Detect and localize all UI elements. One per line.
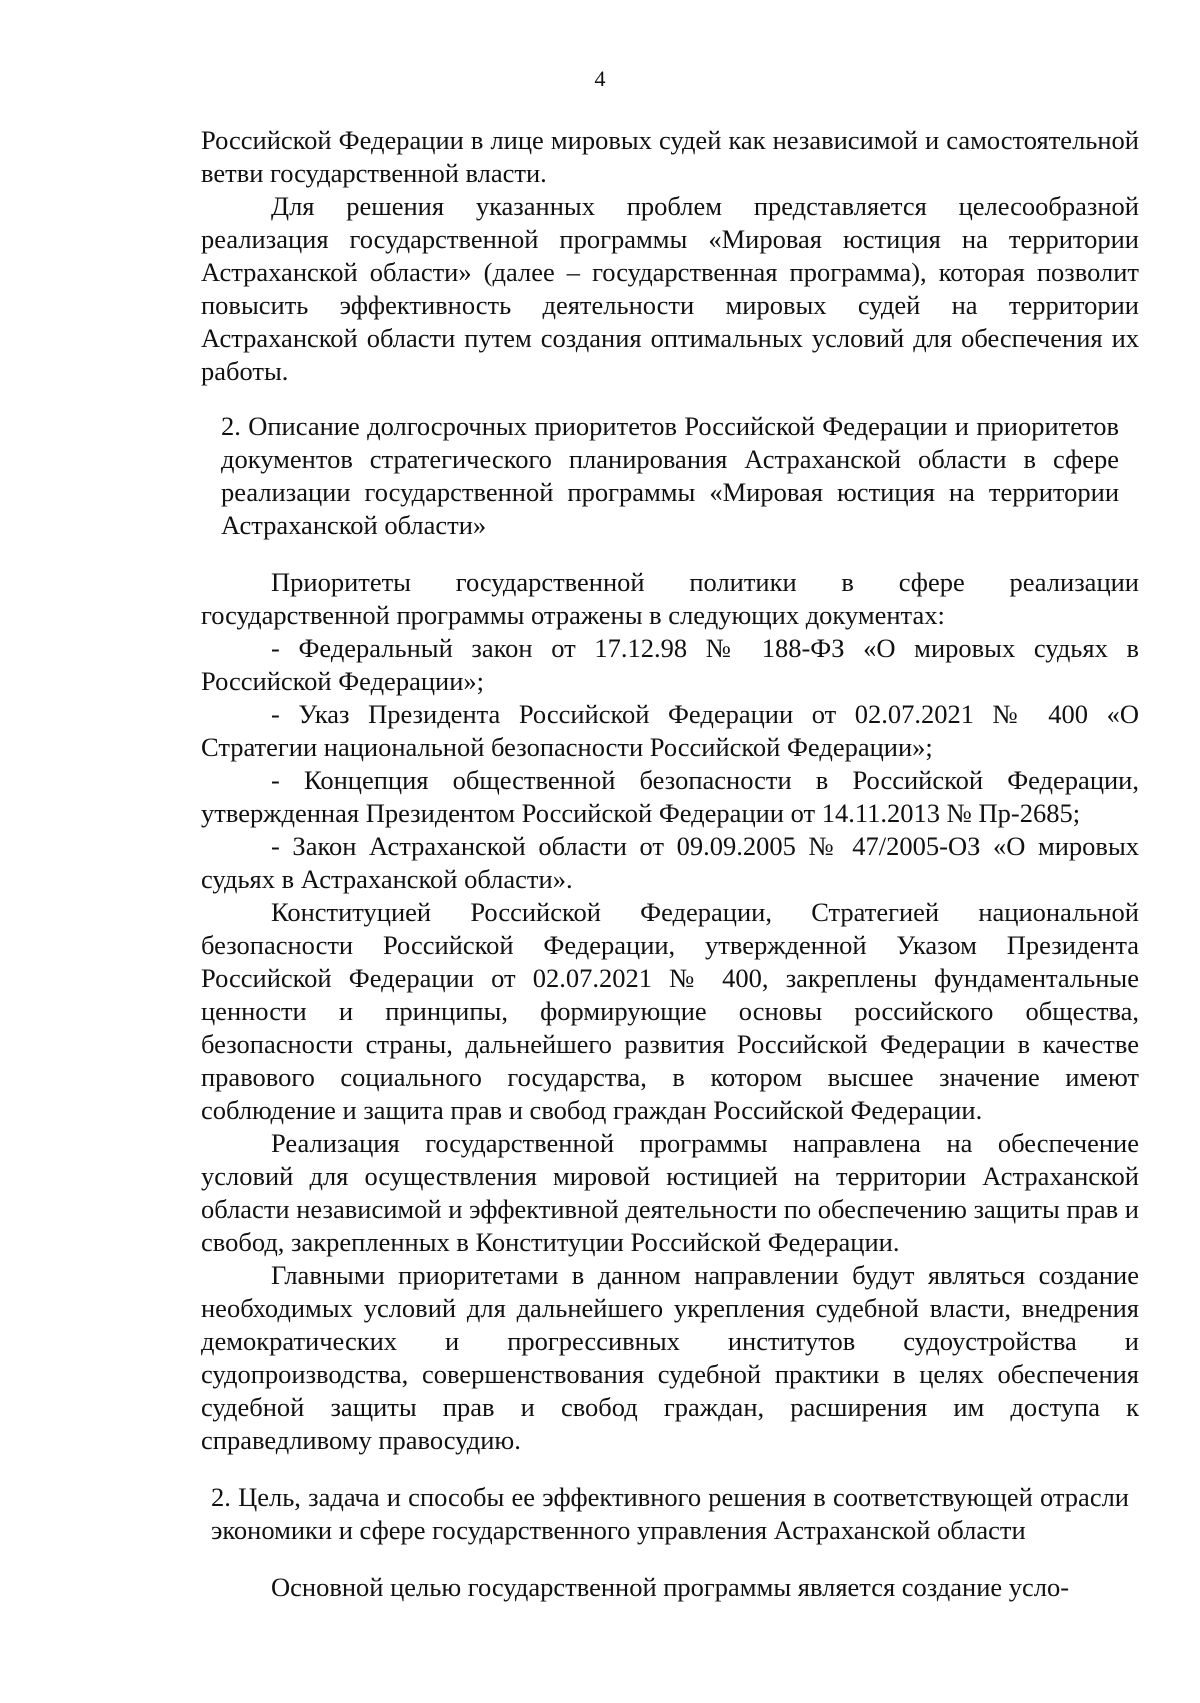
paragraph: Конституцией Российской Федерации, Стратегией национальной безопасности Российской Федерации, утвержденной Указом Президента Российской Федерации от 02.07.2021 № 400, закреплены фундаментальные ценности и принципы, формирующие основы российского общества, безопасности страны, дальнейшего развития Российской Федерации в качестве правового социального государства, в котором высшее значение имеют соблюдение и защита прав и свобод граждан Российской Федерации. [201, 897, 1139, 1125]
paragraph: Реализация государственной программы направлена на обеспечение условий для осуществления мировой юстицией на территории Астраханской области независимой и эффективной деятельности по обеспечению защиты прав и свобод, закрепленных в Конституции Российской Федерации. [201, 1128, 1139, 1257]
list-item: - Федеральный закон от 17.12.98 № 188-ФЗ «О мировых судьях в Российской Федерации»; [201, 633, 1139, 696]
document-body [201, 124, 1139, 1604]
list-item: - Указ Президента Российской Федерации от 02.07.2021 № 400 «О Стратегии национальной безопасности Российской Федерации»; [201, 699, 1139, 762]
section-heading: 2. Цель, задача и способы ее эффективного решения в соответствующей отрасли экономики и сфере государственного управления Астраханской области [211, 1482, 1129, 1545]
section-heading: 2. Описание долгосрочных приоритетов Российской Федерации и приоритетов документов стратегического планирования Астраханской области в сфере реализации государственной программы «Мировая юстиция на территории Астраханской области» [221, 411, 1119, 540]
paragraph-continuation: Российской Федерации в лице мировых судей как независимой и самостоятельной ветви государственной власти. [201, 125, 1139, 188]
list-item: - Концепция общественной безопасности в Российской Федерации, утвержденная Президентом Российской Федерации от 14.11.2013 № Пр-2685; [201, 765, 1139, 828]
paragraph: Основной целью государственной программы является создание усло- [271, 1572, 1070, 1602]
list-item: - Закон Астраханской области от 09.09.2005 № 47/2005-ОЗ «О мировых судьях в Астраханской области». [201, 831, 1139, 894]
page-number: 4 [594, 66, 606, 91]
paragraph: Для решения указанных проблем представляется целесообразной реализация государственной программы «Мировая юстиция на территории Астраханской области» (далее – государственная программа), которая позволит повысить эффективность деятельности мировых судей на территории Астраханской области путем создания оптимальных условий для обеспечения их работы. [201, 191, 1139, 386]
paragraph: Приоритеты государственной политики в сфере реализации государственной программы отражены в следующих документах: [201, 567, 1139, 630]
paragraph: Главными приоритетами в данном направлении будут являться создание необходимых условий для дальнейшего укрепления судебной власти, внедрения демократических и прогрессивных институтов судоустройства и судопроизводства, совершенствования судебной практики в целях обеспечения судебной защиты прав и свобод граждан, расширения им доступа к справедливому правосудию. [201, 1260, 1139, 1455]
